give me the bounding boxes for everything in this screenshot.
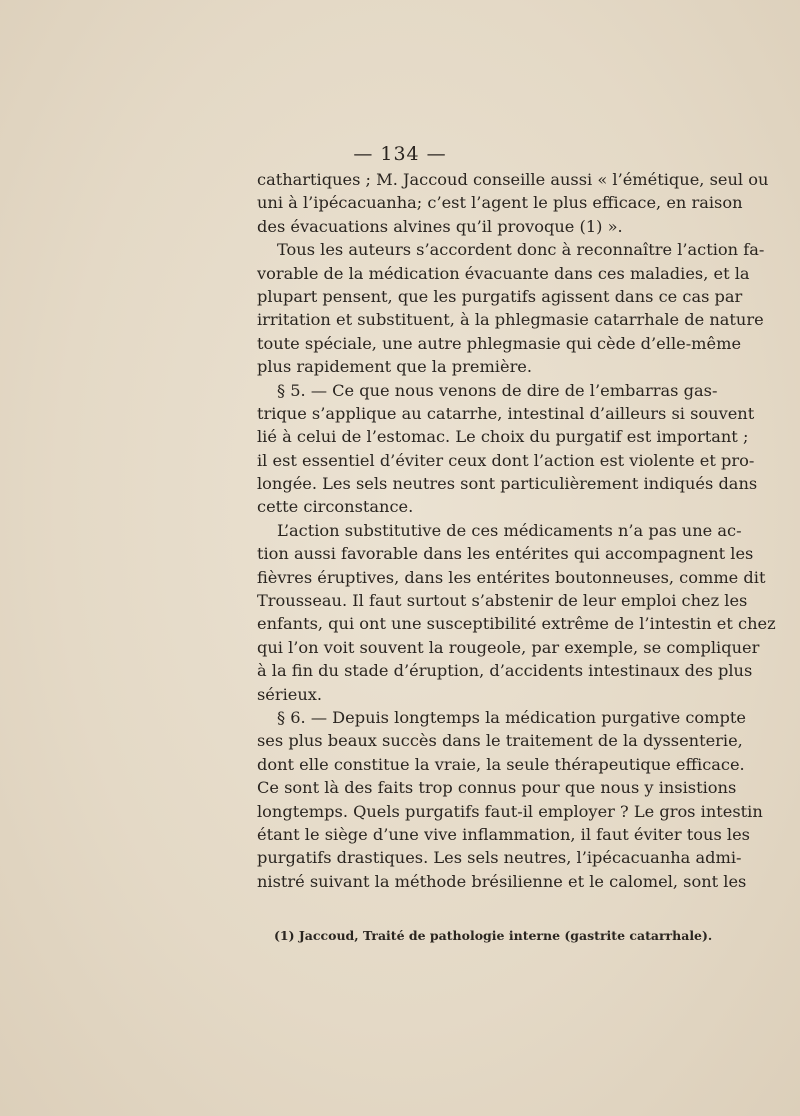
text-line: qui l’on voit souvent la rougeole, par exemple, se compliquer xyxy=(257,637,760,657)
text-line: sérieux. xyxy=(257,684,323,704)
page-number: — 134 — xyxy=(353,143,447,165)
text-line: Tous les auteurs s’accordent donc à reconnaître l’action fa- xyxy=(277,240,765,260)
text-line: lié à celui de l’estomac. Le choix du purgatif est important ; xyxy=(257,427,749,447)
text-line: plupart pensent, que les purgatifs agissent dans ce cas par xyxy=(257,286,743,306)
body-text xyxy=(257,168,776,893)
text-line: ses plus beaux succès dans le traitement de la dyssenterie, xyxy=(257,731,743,751)
text-line: fièvres éruptives, dans les entérites boutonneuses, comme dit xyxy=(257,567,766,587)
text-line: Ce sont là des faits trop connus pour que nous y insistions xyxy=(257,778,737,798)
text-line: cette circonstance. xyxy=(257,497,414,517)
text-line: longée. Les sels neutres sont particulièrement indiqués dans xyxy=(257,474,758,494)
text-line: des évacuations alvines qu’il provoque (1) ». xyxy=(257,216,623,236)
text-line: Trousseau. Il faut surtout s’abstenir de leur emploi chez les xyxy=(257,591,748,611)
footnote: (1) Jaccoud, Traité de pathologie interne (gastrite catarrhale). xyxy=(274,928,713,943)
text-line: nistré suivant la méthode brésilienne et le calomel, sont les xyxy=(257,871,747,891)
text-line: purgatifs drastiques. Les sels neutres, l’ipécacuanha admi- xyxy=(257,848,742,868)
text-line: trique s’applique au catarrhe, intestinal d’ailleurs si souvent xyxy=(257,403,755,423)
text-line: L’action substitutive de ces médicaments n’a pas une ac- xyxy=(277,520,742,540)
text-line: longtemps. Quels purgatifs faut-il employer ? Le gros intestin xyxy=(257,801,763,821)
text-line: vorable de la médication évacuante dans ces maladies, et la xyxy=(257,263,750,283)
text-line: § 5. — Ce que nous venons de dire de l’embarras gas- xyxy=(277,380,718,400)
text-line: dont elle constitue la vraie, la seule thérapeutique efficace. xyxy=(257,754,745,774)
text-line: irritation et substituent, à la phlegmasie catarrhale de nature xyxy=(257,310,764,330)
text-line: toute spéciale, une autre phlegmasie qui cède d’elle-même xyxy=(257,333,742,353)
text-line: enfants, qui ont une susceptibilité extrême de l’intestin et chez xyxy=(257,614,776,634)
text-line: plus rapidement que la première. xyxy=(257,357,533,377)
text-line: il est essentiel d’éviter ceux dont l’action est violente et pro- xyxy=(257,450,755,470)
text-line: à la fin du stade d’éruption, d’accidents intestinaux des plus xyxy=(257,661,753,681)
text-line: tion aussi favorable dans les entérites qui accompagnent les xyxy=(257,544,754,564)
text-line: uni à l’ipécacuanha; c’est l’agent le plus efficace, en raison xyxy=(257,193,743,213)
text-line: étant le siège d’une vive inflammation, il faut éviter tous les xyxy=(257,824,750,844)
text-line: § 6. — Depuis longtemps la médication purgative compte xyxy=(277,707,746,727)
text-line: cathartiques ; M. Jaccoud conseille aussi « l’émétique, seul ou xyxy=(257,170,769,189)
